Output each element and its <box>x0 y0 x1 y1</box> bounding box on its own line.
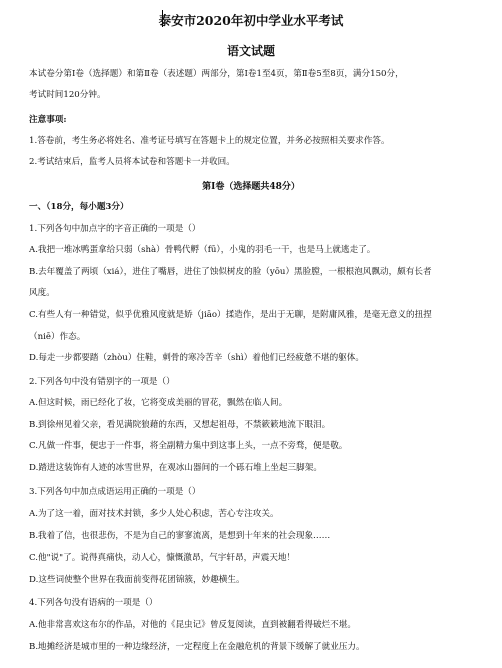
exam-subtitle: 语文试题 <box>226 44 275 58</box>
question-2-option-c: C.凡做一件事，便忠于一件事，将全副精力集中到这事上头，一点不旁骛，便是敬。 <box>29 441 348 451</box>
intro-line-1: 本试卷分第Ⅰ卷（选择题）和第Ⅱ卷（表述题）两部分，第Ⅰ卷1至4页，第Ⅱ卷5至8页，满分150分， <box>29 69 404 79</box>
notes-item-1: 1.答卷前，考生务必将姓名、准考证号填写在答题卡上的规定位置，并务必按照相关要求作答。 <box>29 136 390 146</box>
exam-title: 泰安市2020年初中学业水平考试 <box>158 13 344 28</box>
part-heading: 一、（18分，每小题3分） <box>29 202 129 212</box>
question-3-stem: 3.下列各句中加点成语运用正确的一项是（） <box>29 487 201 497</box>
notes-item-2: 2.考试结束后，监考人员将本试卷和答题卡一并收回。 <box>29 157 235 167</box>
question-3-option-d: D.这些词使整个世界在我面前变得花团锦簇，妙趣横生。 <box>29 575 245 585</box>
question-3-option-a: A.为了这一着，面对技术封锁，多少人处心积虑，苦心专注攻关。 <box>29 509 279 519</box>
question-2-option-d: D.踏进这装饰有人迹的冰雪世界，在观冰山器间的一个砾石堆上坐起三脚架。 <box>29 463 322 473</box>
question-1-option-b-cont: 风度。 <box>29 288 55 298</box>
question-3-option-c: C.他"说"了。说得真痛快，动人心，慷慨激昂，气宇轩昂，声震天地！ <box>29 553 296 563</box>
question-4-option-b: B.地摊经济是城市里的一种边缘经济，一定程度上在金融危机的背景下缓解了就业压力。 <box>29 642 365 652</box>
question-1-option-c-cont: （niē）作态。 <box>29 332 86 342</box>
question-4-stem: 4.下列各句没有语病的一项是（） <box>29 598 158 608</box>
section-title: 第Ⅰ卷（选择题共48分） <box>202 182 300 192</box>
question-1-option-d: D.每走一步都要踏（zhòu）住鞋，刺骨的寒冷苦辛（shì）着他们已经疲惫不堪的躯体。 <box>29 353 364 363</box>
question-2-stem: 2.下列各句中没有错别字的一项是（） <box>29 377 175 387</box>
question-2-option-a: A.但这时候，雨已经化了妆，它将变成美丽的冒花，飘然在临人间。 <box>29 398 288 408</box>
question-4-option-a: A.他非常喜欢这布尔的作品，对他的《昆虫记》曾反复阅读，直到被翻看得破烂不堪。 <box>29 620 356 630</box>
question-1-stem: 1.下列各句中加点字的字音正确的一项是（） <box>29 224 201 234</box>
question-1-option-b: B.去年覆盖了两顷（xiá），进住了嘴唇，进住了蚀似树皮的脸（yōu）黑脸膛，一根根泡风飘动，颇有长者 <box>29 267 432 277</box>
notes-heading: 注意事项: <box>29 115 67 125</box>
intro-line-2: 考试时间120分钟。 <box>29 90 106 100</box>
question-3-option-b: B.我着了信，也很悲伤，不是为自己的寥寥流离，是想到十年来的社会现象…… <box>29 531 331 541</box>
question-1-option-c: C.有些人有一种错觉，似乎优雅风度就是娇（jiāo）揉造作，是出于无聊，是附庸风雅，是毫无意义的扭捏 <box>29 310 432 320</box>
question-2-option-b: B.到徐州见着父亲，看见满院狼藉的东西，又想起祖母，不禁簌簌地流下眼泪。 <box>29 420 331 430</box>
question-1-option-a: A.我把一堆冰鸭蛋拿给只弱（shà）骨鸭代孵（fū），小鬼的羽毛一干，也是马上就逃走了。 <box>29 245 376 255</box>
